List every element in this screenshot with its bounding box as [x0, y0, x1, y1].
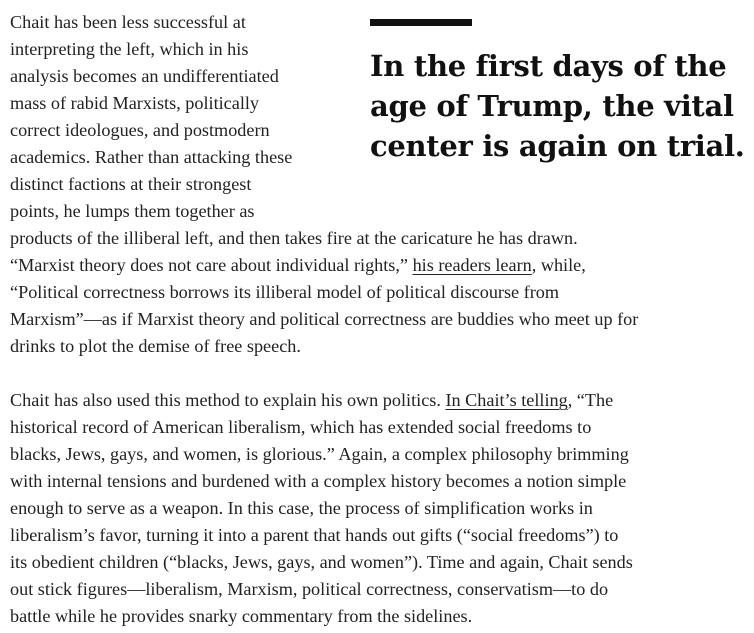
body-text-line: “Political correctness borrows its illiberal model of political discourse from	[10, 282, 560, 302]
pull-quote-line: age of Trump, the vital	[370, 89, 734, 123]
body-text-segment: “Marxist theory does not care about individual rights,”	[10, 255, 413, 275]
body-text-line: interpreting the left, which in his	[10, 39, 249, 59]
body-text-line: analysis becomes an undifferentiated	[10, 66, 279, 86]
pull-quote-rule	[370, 19, 472, 26]
body-text-line: its obedient children (“blacks, Jews, gays, and women”). Time and again, Chait sends	[10, 552, 633, 572]
body-text-segment: , “The	[567, 390, 614, 410]
body-text-line: enough to serve as a weapon. In this case, the process of simplification works in	[10, 498, 593, 518]
in-chaits-telling-link[interactable]: In Chait’s telling	[445, 390, 568, 410]
body-text-line: drinks to plot the demise of free speech.	[10, 336, 301, 356]
body-text-line: battle while he provides snarky commentary from the sidelines.	[10, 606, 473, 626]
body-text-line: academics. Rather than attacking these	[10, 147, 293, 167]
body-text-line: distinct factions at their strongest	[10, 174, 252, 194]
body-text-line: historical record of American liberalism, which has extended social freedoms to	[10, 417, 592, 437]
body-text-line: mass of rabid Marxists, politically	[10, 93, 260, 113]
body-text-segment: Chait has also used this method to explain his own politics.	[10, 390, 446, 410]
body-text-line: with internal tensions and burdened with a complex history becomes a notion simple	[10, 471, 627, 491]
body-text-line: points, he lumps them together as	[10, 201, 255, 221]
body-text-segment: , while,	[531, 255, 586, 275]
body-text-line: Chait has been less successful at	[10, 12, 246, 32]
body-text-line: correct ideologues, and postmodern	[10, 120, 270, 140]
pull-quote-line: center is again on trial.	[370, 129, 745, 163]
body-text-line: products of the illiberal left, and then takes fire at the caricature he has drawn.	[10, 228, 578, 248]
pull-quote-line: In the first days of the	[370, 49, 727, 83]
body-text-line: blacks, Jews, gays, and women, is glorious.” Again, a complex philosophy brimming	[10, 444, 629, 464]
body-text-line: Marxism”—as if Marxist theory and political correctness are buddies who meet up for	[10, 309, 639, 329]
body-text-line: out stick figures—liberalism, Marxism, political correctness, conservatism—to do	[10, 579, 609, 599]
his-readers-learn-link[interactable]: his readers learn	[412, 255, 532, 275]
body-text-line	[10, 387, 613, 414]
pull-quote	[370, 19, 748, 166]
body-text-line: liberalism’s favor, turning it into a parent that hands out gifts (“social freedoms”) to	[10, 525, 619, 545]
body-text-line	[10, 252, 586, 279]
